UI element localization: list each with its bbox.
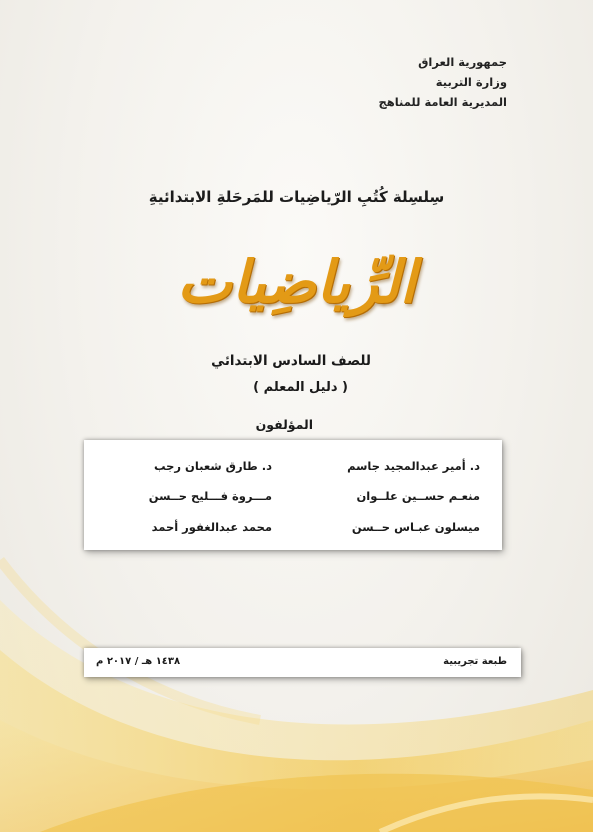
edition-box [84, 648, 521, 677]
authors-heading: المؤلفون [255, 417, 313, 432]
author-name: مـــروة فـــليح حــسن [148, 489, 272, 503]
ministry-header [378, 52, 507, 112]
grade-text: للصف السادس الابتدائي [211, 353, 371, 369]
series-title: سِلسِلة كُتُبِ الرّياضِيات للمَرحَلةِ الابتدائيةِ [148, 188, 445, 206]
authors-box [84, 440, 502, 550]
teacher-guide-text: ( دليل المعلم ) [253, 380, 348, 395]
directorate-text: المديرية العامة للمناهج [378, 95, 507, 109]
author-name: محمد عبدالغفور أحمد [151, 520, 272, 534]
author-name: د. أمير عبدالمجيد جاسم [347, 459, 480, 473]
author-name: منعـم حســين علــوان [356, 489, 480, 503]
edition-date: ١٤٣٨ هـ / ٢٠١٧ م [96, 656, 181, 667]
ministry-text: وزارة التربية [435, 75, 507, 89]
author-name: ميسلون عبـاس حــسن [351, 520, 480, 534]
republic-text: جمهورية العراق [418, 55, 507, 69]
book-title: الرِّياضِيات [177, 248, 416, 316]
edition-label: طبعة تجريبية [443, 656, 507, 667]
author-name: د. طارق شعبان رجب [153, 459, 272, 473]
